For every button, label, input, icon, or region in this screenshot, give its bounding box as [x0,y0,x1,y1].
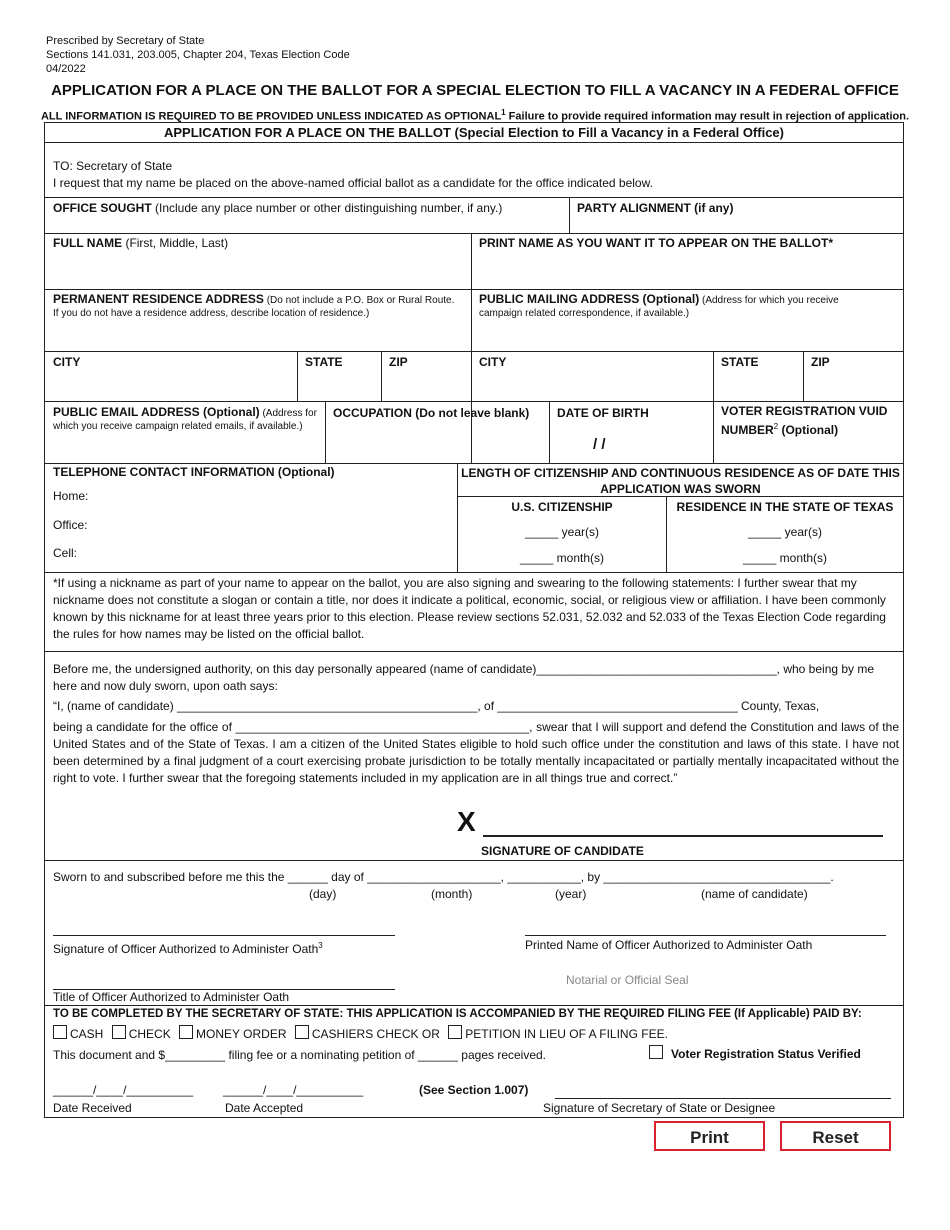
state-field[interactable]: STATE [305,355,343,369]
officer-signature-label: Signature of Officer Authorized to Administer Oath$^3$ [53,941,323,956]
required-note: ALL INFORMATION IS REQUIRED TO BE PROVIDED UNLESS INDICATED AS OPTIONAL$^1$ Failure to provide required information may result in rejection of application. [40,108,910,123]
phone-office[interactable]: Office: [53,518,88,532]
sworn-statement: Sworn to and subscribed before me this the ______ day of ____________________, ___________, by __________________________________. [53,870,834,884]
date-of-birth-label: DATE OF BIRTH [557,406,649,420]
signature-of-candidate-label: SIGNATURE OF CANDIDATE [481,844,644,858]
cash-checkbox[interactable] [53,1025,67,1039]
citizenship-label: U.S. CITIZENSHIP [511,500,613,514]
form-header-meta [46,34,350,76]
officer-printed-name-line[interactable] [525,935,886,936]
phone-cell[interactable]: Cell: [53,546,78,560]
oath-statement: being a candidate for the office of ____________________________________________, swear that I will support and defend the Constitution and laws of the United States and of the State of Texas. I am a citizen of the United States eligible to hold such office under the constitution and laws of this state. I have not been determined by a final judgment of a court exercising probate jurisdiction to be totally mentally incapacitated or partially mentally incapacitated without the right to vote. I further swear that the foregoing statements included in my application are in all things true and correct.” [53,720,899,785]
check-checkbox[interactable] [112,1025,126,1039]
residence-address-field[interactable]: PERMANENT RESIDENCE ADDRESS (Do not include a P.O. Box or Rural Route. If you do not have a residence address, describe location of residence.) [53,292,455,319]
sworn-month-label: (month) [431,887,473,901]
to-secretary: TO: Secretary of State [53,159,173,173]
party-alignment-field[interactable]: PARTY ALIGNMENT (if any) [577,201,734,215]
officer-printed-name-label: Printed Name of Officer Authorized to Administer Oath [525,938,813,952]
date-of-birth-field[interactable]: / / [593,436,606,453]
reset-button[interactable]: Reset [780,1121,891,1151]
residence-years[interactable]: _____ year(s) [747,525,823,539]
see-section-note: (See Section 1.007) [419,1083,529,1097]
oath-intro: Before me, the undersigned authority, on this day personally appeared (name of candidate)____________________________________, who being by me here and now duly sworn, upon oath says: [53,662,875,693]
city-field[interactable]: CITY [53,355,81,369]
occupation-field[interactable]: OCCUPATION (Do not leave blank) [333,406,530,420]
mailing-zip-field[interactable]: ZIP [811,355,830,369]
sos-section-label: TO BE COMPLETED BY THE SECRETARY OF STATE: THIS APPLICATION IS ACCOMPANIED BY THE REQUIRED FILING FEE (If Applicable) PAID BY: [53,1008,862,1020]
ballot-name-field[interactable]: PRINT NAME AS YOU WANT IT TO APPEAR ON THE BALLOT* [479,236,834,250]
date-accepted-field[interactable]: ______/____/__________ [223,1083,364,1097]
oath-candidate-line: “I, (name of candidate) _____________________________________________, of ____________________________________ County, Texas, [53,699,820,713]
officer-title-label: Title of Officer Authorized to Administer Oath [53,990,290,1004]
mailing-address-field[interactable]: PUBLIC MAILING ADDRESS (Optional) (Address for which you receive campaign related correspondence, if available.) [479,292,839,319]
residence-months[interactable]: _____ month(s) [742,551,828,565]
zip-field[interactable]: ZIP [389,355,408,369]
citizenship-months[interactable]: _____ month(s) [519,551,605,565]
filing-fee-line: This document and $_________ filing fee or a nominating petition of ______ pages received. [53,1048,547,1062]
payment-options: CASH CHECK MONEY ORDER CASHIERS CHECK OR PETITION IN LIEU OF A FILING FEE. [53,1025,668,1042]
money-order-checkbox[interactable] [179,1025,193,1039]
date-received-label: Date Received [53,1101,132,1115]
citizenship-years[interactable]: _____ year(s) [524,525,600,539]
office-sought-field[interactable]: OFFICE SOUGHT (Include any place number or other distinguishing number, if any.) [53,201,503,215]
prescribed-line: Prescribed by Secretary of State [46,35,205,47]
notarial-seal-label: Notarial or Official Seal [566,973,689,987]
application-form [44,122,904,1118]
sworn-year-label: (year) [555,887,587,901]
sos-signature-line[interactable] [555,1098,891,1099]
request-statement: I request that my name be placed on the above-named official ballot as a candidate for the office indicated below. [53,176,653,190]
email-field[interactable]: PUBLIC EMAIL ADDRESS (Optional) (Address for which you receive campaign related emails, if available.) [53,405,317,432]
vuid-field[interactable]: VOTER REGISTRATION VUID NUMBER$^2$ (Optional) [721,404,888,437]
signature-x-mark: X [457,806,476,837]
sos-signature-label: Signature of Secretary of State or Designee [543,1101,776,1115]
voter-verified-checkbox[interactable] [649,1045,663,1059]
sworn-day-label: (day) [309,887,337,901]
form-box-title: APPLICATION FOR A PLACE ON THE BALLOT (Special Election to Fill a Vacancy in a Federal Office) [163,125,784,140]
mailing-city-field[interactable]: CITY [479,355,507,369]
sections-line: Sections 141.031, 203.005, Chapter 204, Texas Election Code [46,49,350,61]
texas-residence-label: RESIDENCE IN THE STATE OF TEXAS [676,500,894,514]
revision-date: 04/2022 [46,63,86,75]
sworn-name-label: (name of candidate) [701,887,808,901]
telephone-label: TELEPHONE CONTACT INFORMATION (Optional) [53,465,335,479]
voter-verified-option: Voter Registration Status Verified [649,1045,861,1062]
officer-signature-line[interactable] [53,935,395,936]
length-residence-label: LENGTH OF CITIZENSHIP AND CONTINUOUS RESIDENCE AS OF DATE THIS APPLICATION WAS SWORN [461,466,900,496]
cashiers-check-checkbox[interactable] [295,1025,309,1039]
print-button[interactable]: Print [654,1121,765,1151]
date-accepted-label: Date Accepted [225,1101,304,1115]
date-received-field[interactable]: ______/____/__________ [53,1083,194,1097]
candidate-signature-line[interactable] [483,835,883,837]
mailing-state-field[interactable]: STATE [721,355,759,369]
page-title: APPLICATION FOR A PLACE ON THE BALLOT FOR A SPECIAL ELECTION TO FILL A VACANCY IN A FEDERAL OFFICE [51,82,899,99]
nickname-statement: *If using a nickname as part of your name to appear on the ballot, you are also signing and swearing to the following statements: I further swear that my nickname does not constitute a slogan or contain a title, nor does it indicate a political, economic, social, or religious view or affiliation. I have been commonly known by this nickname for at least three years prior to this election. Please review sections 52.031, 52.032 and 52.033 of the Texas Election Code regarding the rules for how names may be listed on the official ballot. [53,576,886,641]
full-name-field[interactable]: FULL NAME (First, Middle, Last) [53,236,229,250]
petition-checkbox[interactable] [448,1025,462,1039]
phone-home[interactable]: Home: [53,489,89,503]
